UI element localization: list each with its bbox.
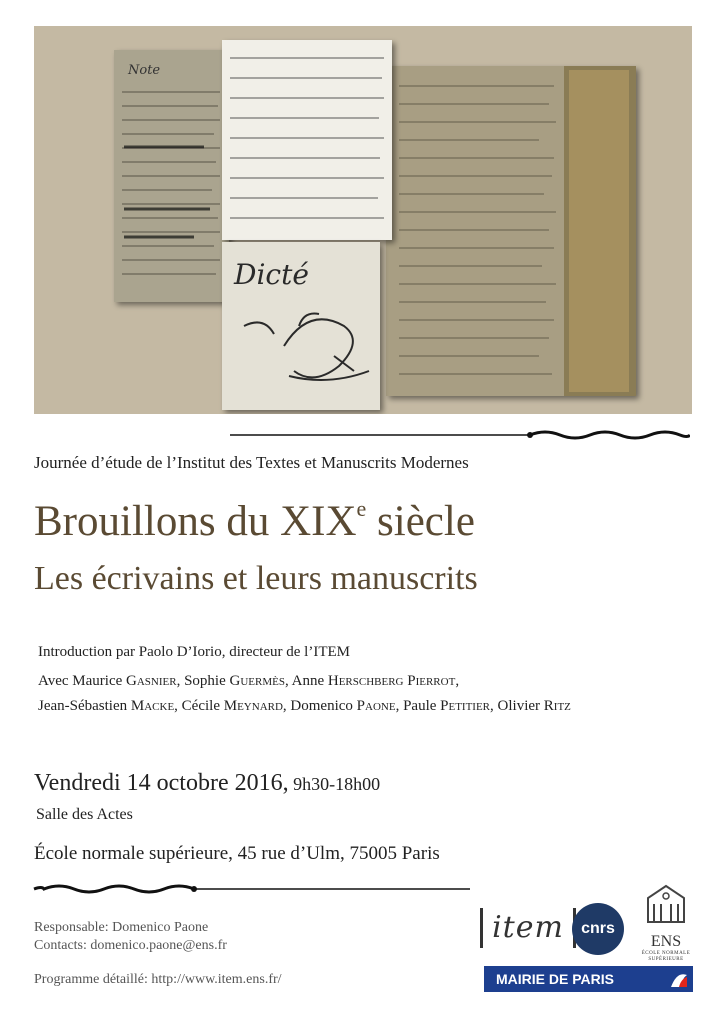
title-end: siècle xyxy=(366,498,475,545)
speakers-text: , xyxy=(455,673,460,689)
title-superscript: e xyxy=(356,495,367,521)
speakers-text: Jean-Sébastien xyxy=(38,698,131,714)
ens-subtitle: SUPÉRIEURE xyxy=(648,957,684,962)
intro-line: Introduction par Paolo D’Iorio, directeur de l’ITEM xyxy=(38,644,350,660)
speakers-text: , Sophie xyxy=(176,673,230,689)
mairie-de-paris-logo xyxy=(484,966,693,992)
speakers-text: Avec Maurice xyxy=(38,673,127,689)
journee-subtitle: Journée d’étude de l’Institut des Textes et Manuscrits Modernes xyxy=(34,453,469,472)
speaker-name: Paone xyxy=(356,698,396,714)
ens-building-icon xyxy=(644,882,688,926)
page-subtitle: Les écrivains et leurs manuscrits xyxy=(34,560,478,597)
speakers-text: , Domenico xyxy=(282,698,357,714)
speaker-name: Gasnier xyxy=(126,673,177,689)
speakers-list xyxy=(38,669,718,719)
paris-flag-icon xyxy=(669,969,689,989)
svg-text:Dicté: Dicté xyxy=(234,258,309,291)
svg-text:Note: Note xyxy=(128,63,161,78)
collage-svg xyxy=(34,26,692,414)
manuscript-page-note xyxy=(114,50,229,302)
speaker-name: Guermès xyxy=(229,673,285,689)
title-main: Brouillons du XIX xyxy=(34,498,357,545)
ens-logo xyxy=(636,882,696,964)
speaker-name: Herschberg Pierrot xyxy=(327,673,456,689)
mairie-label: MAIRIE DE PARIS xyxy=(496,971,614,987)
responsable-text: Responsable: Domenico Paone xyxy=(34,920,209,935)
ornament-rule-top xyxy=(230,428,690,442)
event-address: École normale supérieure, 45 rue d’Ulm, 75005 Paris xyxy=(34,843,440,864)
event-date xyxy=(34,770,380,797)
ens-subtitle: ÉCOLE NORMALE xyxy=(641,951,691,956)
manuscript-page-sketch xyxy=(222,242,380,410)
speaker-name: Petitier xyxy=(440,698,491,714)
speakers-text: , Paule xyxy=(395,698,441,714)
speaker-name: Meynard xyxy=(223,698,283,714)
event-date-text: Vendredi 14 octobre 2016, xyxy=(34,770,289,796)
speakers-text: , Anne xyxy=(284,673,328,689)
speakers-text: , Cécile xyxy=(174,698,224,714)
speaker-name: Macke xyxy=(130,698,175,714)
event-room: Salle des Actes xyxy=(36,806,133,823)
programme-link[interactable]: Programme détaillé: http://www.item.ens.fr/ xyxy=(34,972,282,987)
manuscript-page-book xyxy=(386,66,636,396)
event-hours: 9h30-18h00 xyxy=(288,774,381,794)
speakers-text: , Olivier xyxy=(490,698,544,714)
item-logo: item xyxy=(480,908,576,948)
manuscript-collage-image xyxy=(34,26,692,414)
contacts-email[interactable]: Contacts: domenico.paone@ens.fr xyxy=(34,938,227,953)
manuscript-page-letter xyxy=(222,40,392,240)
page-title xyxy=(34,495,475,545)
cnrs-logo: cnrs xyxy=(572,903,624,955)
speaker-name: Ritz xyxy=(543,698,571,714)
ornament-rule-bottom xyxy=(32,882,472,896)
ens-name: ENS xyxy=(650,933,682,950)
